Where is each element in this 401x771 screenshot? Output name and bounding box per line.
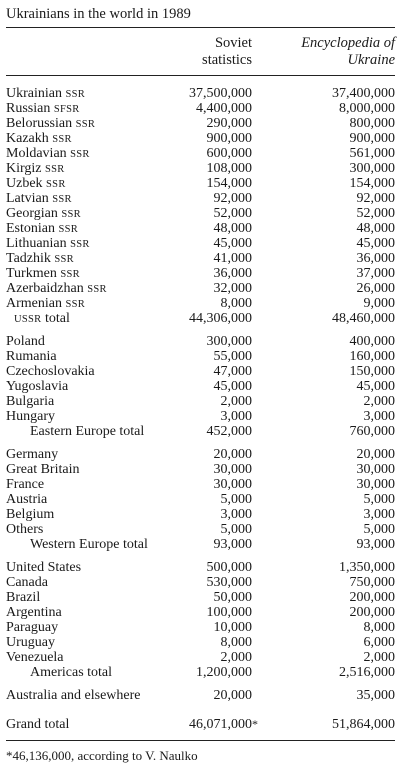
table-row (6, 394, 395, 409)
table-row (6, 424, 395, 439)
soviet-statistics-value: 4,400,000 (196, 101, 252, 116)
soviet-statistics-value: 3,000 (220, 507, 252, 522)
table-row (6, 236, 395, 251)
row-label (6, 447, 58, 462)
row-label (6, 116, 95, 132)
row-label (6, 266, 80, 282)
encyclopedia-value: 93,000 (356, 537, 395, 552)
table-row (6, 146, 395, 161)
soviet-statistics-value: 45,000 (213, 236, 252, 251)
encyclopedia-value: 9,000 (363, 296, 395, 311)
row-label-prefix: USSR (14, 314, 42, 325)
table-row (6, 206, 395, 221)
table-row (6, 447, 395, 462)
soviet-statistics-cell (214, 206, 253, 221)
row-label-text: Bulgaria (6, 394, 55, 409)
row-label-text: France (6, 477, 45, 492)
row-label (6, 477, 44, 492)
table-row (6, 311, 395, 326)
encyclopedia-value: 3,000 (363, 507, 395, 522)
row-label-text: Eastern Europe total (30, 424, 145, 439)
encyclopedia-value: 51,864,000 (332, 717, 395, 732)
table-row (6, 620, 395, 635)
encyclopedia-value: 400,000 (349, 334, 395, 349)
row-label (6, 605, 62, 620)
row-label-text: Estonian (6, 221, 55, 236)
soviet-statistics-cell (207, 560, 253, 575)
table-row (6, 688, 395, 703)
encyclopedia-value: 2,000 (363, 394, 395, 409)
soviet-statistics-cell (207, 176, 253, 191)
row-label (6, 635, 55, 650)
soviet-statistics-cell (207, 575, 253, 590)
encyclopedia-value: 2,000 (363, 650, 395, 665)
row-label-text: Russian (6, 101, 51, 116)
table-row (6, 462, 395, 477)
row-label-text: Ukrainian (6, 86, 62, 101)
soviet-statistics-cell (207, 334, 253, 349)
row-label-text: Great Britain (6, 462, 80, 477)
row-label (6, 146, 90, 162)
table-row (6, 665, 395, 680)
soviet-statistics-cell (214, 221, 253, 236)
encyclopedia-value: 52,000 (356, 206, 395, 221)
encyclopedia-value: 150,000 (349, 364, 395, 379)
encyclopedia-value: 45,000 (356, 379, 395, 394)
soviet-statistics-cell (207, 146, 253, 161)
table-row (6, 605, 395, 620)
soviet-statistics-value: 3,000 (220, 409, 252, 424)
soviet-statistics-cell (214, 364, 253, 379)
row-label (6, 364, 95, 379)
column-header-soviet: Soviet statistics (202, 35, 252, 68)
table-row (6, 409, 395, 424)
row-label-text: Western Europe total (30, 537, 148, 552)
row-label-suffix: SSR (70, 149, 90, 160)
encyclopedia-value: 37,000 (356, 266, 395, 281)
row-label-text: Armenian (6, 296, 62, 311)
soviet-statistics-value: 1,200,000 (196, 665, 252, 680)
encyclopedia-value: 1,350,000 (339, 560, 395, 575)
row-label-text: Venezuela (6, 650, 64, 665)
soviet-statistics-value: 50,000 (213, 590, 252, 605)
row-label (6, 620, 58, 635)
row-label-text: Others (6, 522, 44, 537)
row-label (30, 537, 148, 552)
row-label-suffix: SSR (58, 224, 79, 235)
soviet-statistics-cell (189, 717, 258, 732)
row-label-text: Tadzhik (6, 251, 51, 266)
row-label (6, 251, 74, 267)
soviet-statistics-value: 30,000 (213, 477, 252, 492)
encyclopedia-value: 561,000 (349, 146, 395, 161)
soviet-statistics-cell (214, 251, 253, 266)
row-label (6, 507, 54, 522)
table-row (6, 492, 395, 507)
soviet-statistics-value: 46,071,000 (189, 717, 252, 732)
row-label-suffix: SSR (60, 269, 80, 280)
row-label-suffix: SSR (75, 119, 96, 130)
encyclopedia-value: 300,000 (349, 161, 395, 176)
top-rule (6, 27, 395, 28)
row-label (6, 688, 141, 703)
table-row (6, 717, 395, 732)
soviet-statistics-cell (214, 447, 253, 462)
encyclopedia-value: 30,000 (356, 462, 395, 477)
soviet-statistics-cell (214, 462, 253, 477)
soviet-statistics-value: 8,000 (220, 296, 252, 311)
soviet-statistics-value: 10,000 (213, 620, 252, 635)
row-label (30, 424, 144, 439)
soviet-statistics-cell (214, 236, 253, 251)
soviet-statistics-value: 32,000 (213, 281, 252, 296)
table-row (6, 161, 395, 176)
row-label (6, 206, 81, 222)
row-label (6, 296, 85, 312)
encyclopedia-value: 5,000 (363, 522, 395, 537)
encyclopedia-value: 20,000 (356, 447, 395, 462)
row-label (6, 86, 85, 102)
row-label (6, 236, 90, 252)
table-row (6, 266, 395, 281)
soviet-statistics-value: 20,000 (213, 688, 252, 703)
encyclopedia-value: 8,000,000 (339, 101, 395, 116)
row-label-text: Lithuanian (6, 236, 67, 251)
table-row (6, 590, 395, 605)
soviet-statistics-cell (196, 101, 252, 116)
soviet-statistics-value: 2,000 (220, 650, 252, 665)
encyclopedia-value: 200,000 (349, 590, 395, 605)
row-label (6, 176, 66, 192)
row-label (6, 379, 68, 394)
table-row (6, 101, 395, 116)
soviet-statistics-cell (214, 281, 253, 296)
soviet-statistics-value: 41,000 (213, 251, 252, 266)
soviet-statistics-cell (189, 86, 252, 101)
encyclopedia-value: 760,000 (349, 424, 395, 439)
row-label-text: Turkmen (6, 266, 57, 281)
soviet-statistics-value: 52,000 (213, 206, 252, 221)
encyclopedia-value: 154,000 (349, 176, 395, 191)
soviet-statistics-cell (221, 394, 253, 409)
row-label-suffix: SSR (61, 209, 81, 220)
table-row (6, 191, 395, 206)
soviet-statistics-value: 300,000 (206, 334, 252, 349)
row-label (6, 221, 78, 237)
table-row (6, 507, 395, 522)
soviet-statistics-cell (221, 507, 253, 522)
soviet-statistics-value: 530,000 (206, 575, 252, 590)
row-label (6, 650, 64, 665)
table-row (6, 176, 395, 191)
soviet-statistics-cell (207, 131, 253, 146)
row-label-text: Uzbek (6, 176, 43, 191)
row-label (6, 101, 80, 117)
encyclopedia-value: 2,516,000 (339, 665, 395, 680)
soviet-statistics-value: 452,000 (206, 424, 252, 439)
row-label-text: Austria (6, 492, 48, 507)
row-label-text: Brazil (6, 590, 41, 605)
row-label-text: Uruguay (6, 635, 55, 650)
row-label-text: Czechoslovakia (6, 364, 95, 379)
soviet-statistics-cell (207, 116, 253, 131)
table-row (6, 296, 395, 311)
table-row (6, 379, 395, 394)
soviet-statistics-cell (214, 266, 253, 281)
table-row (6, 116, 395, 131)
table-title: Ukrainians in the world in 1989 (6, 6, 191, 22)
row-label (6, 191, 72, 207)
soviet-statistics-cell (207, 605, 253, 620)
row-label (6, 161, 65, 177)
row-label-suffix: SSR (54, 254, 74, 265)
encyclopedia-value: 45,000 (356, 236, 395, 251)
soviet-statistics-cell (221, 492, 253, 507)
row-label (6, 349, 57, 364)
row-label-suffix: SSR (52, 194, 72, 205)
row-label (6, 334, 45, 349)
row-label-text: Yugoslavia (6, 379, 69, 394)
row-label (6, 590, 40, 605)
table-row (6, 575, 395, 590)
row-label-text: Belgium (6, 507, 55, 522)
soviet-statistics-value: 48,000 (213, 221, 252, 236)
soviet-statistics-cell (221, 409, 253, 424)
row-label-suffix: SSR (65, 299, 86, 310)
soviet-statistics-value: 37,500,000 (189, 86, 252, 101)
footnote-marker: * (252, 717, 258, 731)
header-rule (6, 75, 395, 76)
soviet-statistics-cell (196, 665, 252, 680)
encyclopedia-value: 800,000 (349, 116, 395, 131)
row-label-suffix: SSR (87, 284, 107, 295)
row-label-text: Moldavian (6, 146, 67, 161)
soviet-statistics-cell (221, 296, 253, 311)
row-label-text: Hungary (6, 409, 55, 424)
soviet-statistics-value: 20,000 (213, 447, 252, 462)
soviet-statistics-cell (214, 688, 253, 703)
table-row (6, 635, 395, 650)
row-label-suffix: SSR (65, 89, 86, 100)
row-label (6, 522, 43, 537)
row-label-text: Belorussian (6, 116, 73, 131)
row-label (6, 281, 107, 297)
row-label-text: total (44, 311, 70, 326)
column-header-encyclopedia: Encyclopedia of Ukraine (301, 35, 395, 68)
encyclopedia-value: 8,000 (363, 620, 395, 635)
row-label-text: Kazakh (6, 131, 49, 146)
row-label-text: Grand total (6, 717, 70, 732)
soviet-statistics-cell (214, 191, 253, 206)
row-label (6, 394, 54, 409)
row-label-suffix: SSR (46, 179, 66, 190)
encyclopedia-value: 92,000 (356, 191, 395, 206)
row-label (6, 492, 47, 507)
encyclopedia-value: 160,000 (349, 349, 395, 364)
row-label-text: Germany (6, 447, 59, 462)
table-row (6, 349, 395, 364)
table-row (6, 251, 395, 266)
encyclopedia-value: 35,000 (356, 688, 395, 703)
row-label (6, 717, 69, 732)
bottom-rule (6, 740, 395, 741)
row-label-text: Argentina (6, 605, 62, 620)
row-label (6, 575, 48, 590)
row-label-suffix: SFSR (53, 104, 80, 115)
soviet-statistics-value: 154,000 (206, 176, 252, 191)
soviet-statistics-value: 5,000 (220, 492, 252, 507)
soviet-statistics-value: 8,000 (220, 635, 252, 650)
row-label-suffix: SSR (52, 134, 72, 145)
encyclopedia-value: 30,000 (356, 477, 395, 492)
table-row (6, 334, 395, 349)
soviet-statistics-value: 44,306,000 (189, 311, 252, 326)
soviet-statistics-value: 900,000 (206, 131, 252, 146)
soviet-statistics-cell (221, 635, 253, 650)
encyclopedia-value: 5,000 (363, 492, 395, 507)
soviet-statistics-value: 5,000 (220, 522, 252, 537)
footnote: *46,136,000, according to V. Naulko (6, 748, 198, 763)
soviet-statistics-value: 500,000 (206, 560, 252, 575)
row-label-text: Australia and elsewhere (6, 688, 141, 703)
soviet-statistics-value: 45,000 (213, 379, 252, 394)
soviet-statistics-cell (221, 522, 253, 537)
table-row (6, 364, 395, 379)
table-row (6, 221, 395, 236)
soviet-statistics-cell (214, 537, 253, 552)
row-label-text: Americas total (30, 665, 113, 680)
row-label-text: Rumania (6, 349, 57, 364)
soviet-statistics-value: 100,000 (206, 605, 252, 620)
soviet-statistics-cell (214, 590, 253, 605)
table-row (6, 86, 395, 101)
soviet-statistics-value: 92,000 (213, 191, 252, 206)
encyclopedia-value: 900,000 (349, 131, 395, 146)
soviet-statistics-cell (221, 650, 253, 665)
soviet-statistics-value: 290,000 (206, 116, 252, 131)
row-label-suffix: SSR (70, 239, 90, 250)
row-label-text: Georgian (6, 206, 58, 221)
soviet-statistics-value: 47,000 (213, 364, 252, 379)
row-label (6, 462, 79, 477)
row-label (30, 665, 112, 680)
table-row (6, 281, 395, 296)
soviet-statistics-value: 93,000 (213, 537, 252, 552)
soviet-statistics-value: 30,000 (213, 462, 252, 477)
row-label-text: Latvian (6, 191, 49, 206)
table-row (6, 131, 395, 146)
table-row (6, 477, 395, 492)
row-label (6, 131, 72, 147)
encyclopedia-value: 3,000 (363, 409, 395, 424)
row-label (14, 311, 70, 327)
row-label-suffix: SSR (45, 164, 65, 175)
soviet-statistics-cell (214, 379, 253, 394)
row-label-text: Azerbaidzhan (6, 281, 84, 296)
table-row (6, 650, 395, 665)
encyclopedia-value: 37,400,000 (332, 86, 395, 101)
row-label (6, 560, 81, 575)
soviet-statistics-value: 600,000 (206, 146, 252, 161)
soviet-statistics-value: 55,000 (213, 349, 252, 364)
encyclopedia-value: 6,000 (363, 635, 395, 650)
row-label-text: Canada (6, 575, 48, 590)
encyclopedia-value: 36,000 (356, 251, 395, 266)
soviet-statistics-cell (207, 424, 253, 439)
soviet-statistics-value: 36,000 (213, 266, 252, 281)
soviet-statistics-cell (214, 620, 253, 635)
row-label-text: Paraguay (6, 620, 59, 635)
row-label (6, 409, 55, 424)
encyclopedia-value: 750,000 (349, 575, 395, 590)
encyclopedia-value: 48,460,000 (332, 311, 395, 326)
table-row (6, 522, 395, 537)
encyclopedia-value: 26,000 (356, 281, 395, 296)
encyclopedia-value: 48,000 (356, 221, 395, 236)
soviet-statistics-cell (214, 349, 253, 364)
table-row (6, 560, 395, 575)
table-row (6, 537, 395, 552)
soviet-statistics-value: 2,000 (220, 394, 252, 409)
row-label-text: United States (6, 560, 82, 575)
encyclopedia-value: 200,000 (349, 605, 395, 620)
soviet-statistics-cell (189, 311, 252, 326)
row-label-text: Kirgiz (6, 161, 42, 176)
soviet-statistics-cell (207, 161, 253, 176)
soviet-statistics-value: 108,000 (206, 161, 252, 176)
soviet-statistics-cell (214, 477, 253, 492)
row-label-text: Poland (6, 334, 45, 349)
